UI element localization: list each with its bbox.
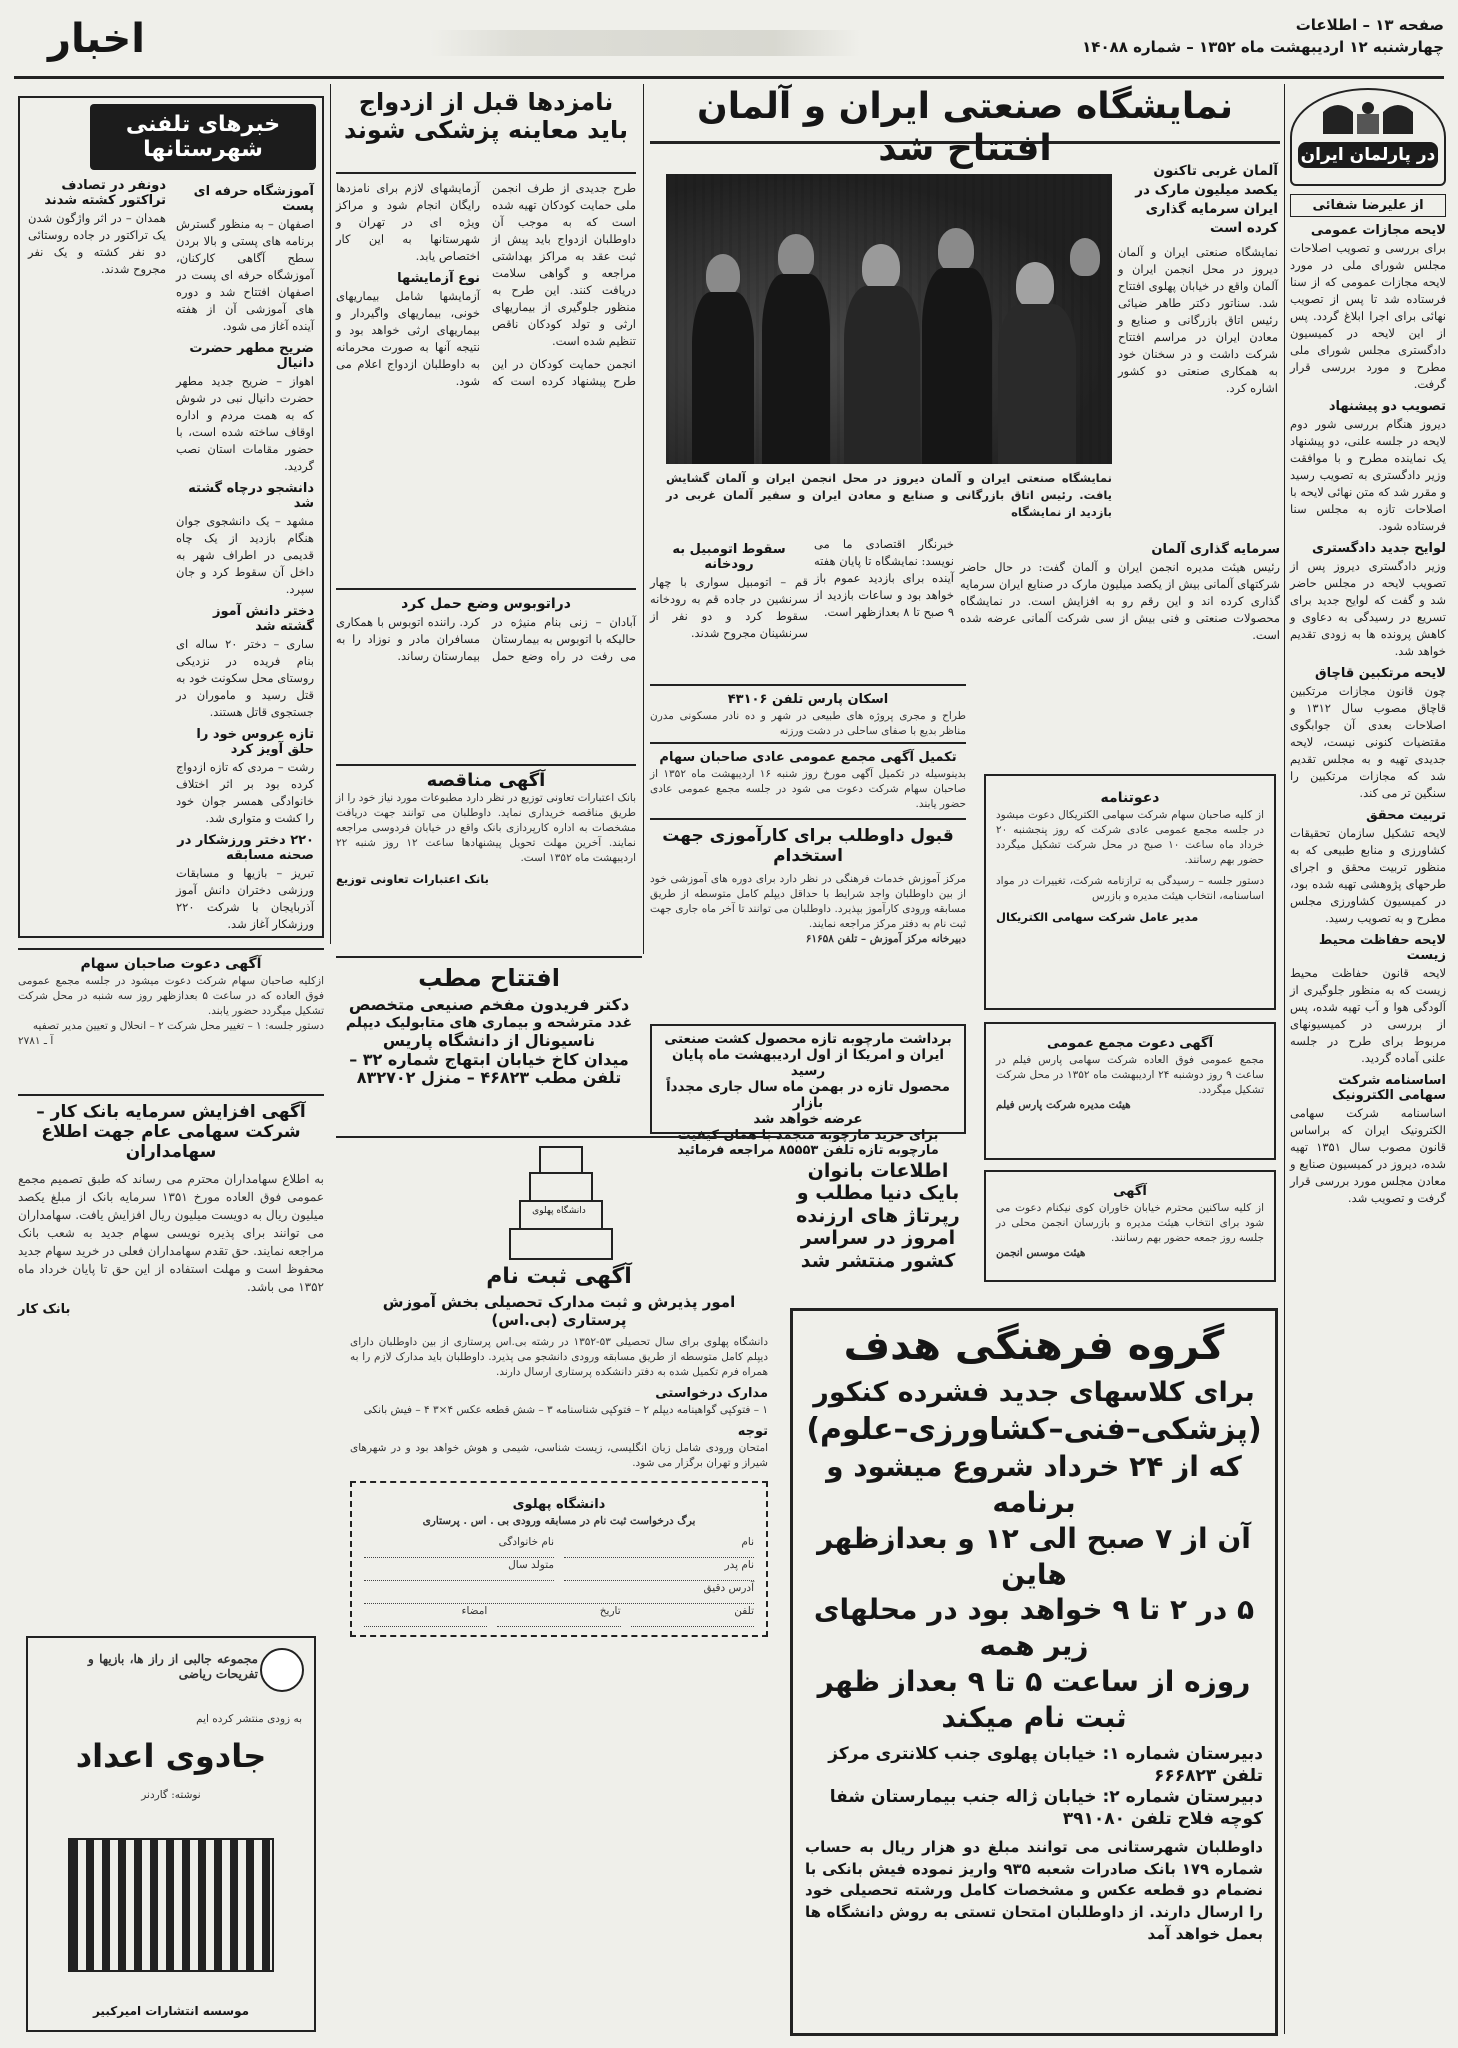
training-block [650, 818, 966, 1014]
invitation-text: از کلیه صاحبان سهام شرکت سهامی الکتریکال دعوت میشود در جلسه مجمع عمومی عادی شرکت که روز پنجشنبه ۲۰ خرداد ماه ساعت ۱۰ صبح در محل شرکت تشکیل میگردد حضور بهم رسانند. [996, 809, 1264, 866]
general-meeting-signature: هیئت مدیره شرکت پارس فیلم [996, 1099, 1131, 1111]
siyam-title: تکمیل آگهی مجمع عمومی عادی صاحبان سهام [659, 750, 957, 765]
car-accident-title: سقوط اتومبیل به رودخانه [672, 542, 786, 572]
nursing-notes: امتحان ورودی شامل زبان انگلیسی، زیست شناسی، شیمی و هوش خواهد بود و در شهرهای شیراز و تهران برگزار می شود. [350, 1442, 768, 1470]
parliament-s6-title: لایحه حفاظت محیط زیست [1318, 933, 1446, 963]
book-ad [26, 1636, 316, 2032]
marriage-sub-text: آزمایشها شامل بیماریهای خونی، بیماریهای واگیردار و بیماریهای ارثی خواهد بود و نتیجه آنها به صورت محرمانه به داوطلبان ازدواج اعلام می شود. [336, 289, 480, 388]
book-footer: موسسه انتشارات امیرکبیر [92, 2004, 250, 2018]
nursing-title: آگهی ثبت نام [486, 1264, 632, 1289]
invitation-box [984, 774, 1276, 1010]
general-meeting-box [984, 1022, 1276, 1160]
page-info [1064, 14, 1444, 64]
asparagus-line6: مارچوبه تازه تلفن ۸۵۵۵۳ مراجعه فرمائید [677, 1142, 939, 1158]
page-line: صفحه ۱۳ – اطلاعات [1295, 16, 1444, 34]
form-father-field[interactable] [564, 1558, 754, 1581]
parsian-text: طراح و مجری پروژه های طبیعی در شهر و ده نادر مسکونی مدرن مناظر بدیع با صفای ساحلی در دشت ورزنه [650, 710, 966, 737]
asparagus-line4: عرضه خواهد شد [753, 1110, 863, 1127]
parliament-s4-text: چون قانون مجازات مرتکبین قاچاق مصوب سال ۱۳۱۲ و اصلاحات بعدی آن جوابگوی مقتضیات کنونی نیست، لایحه جدیدی تهیه و به مجلس تقدیم شد که مجازات مرتکبین را سنگین تر می کند. [1290, 684, 1446, 800]
form-sign-field[interactable] [364, 1604, 487, 1627]
owners-invite-block [18, 948, 324, 1088]
expo-photo-caption: نمایشگاه صنعتی ایران و آلمان دیروز در محل انجمن ایران و آلمان گشایش یافت. رئیس اتاق بازرگانی و صنایع و معادن ایران و سفیر آلمان غربی در بازدید از نمایشگاه [666, 471, 1112, 519]
university-logo-text: دانشگاه پهلوی [532, 1206, 586, 1216]
telegram-s1-text: اصفهان – به منظور گسترش برنامه های پستی و بالا بردن سطح آگاهی کارکنان، آموزشگاه حرفه ای پست در اصفهان افتتاح شد و دوره های آموزشی آن از هفته آینده آغاز می شود. [176, 217, 314, 333]
expo-sub1-text: رئیس هیئت مدیره انجمن ایران و آلمان گفت: در حال حاضر شرکتهای آلمانی بیش از یکصد میلیون مارک در صنایع ایران سرمایه گذاری کرده اند و این رقم رو به افزایش است. در نمایشگاه محصولات صنعتی و فنی بیش از سی شرکت آلمانی عرضه شده است. [960, 560, 1280, 642]
form-subtitle: برگ درخواست ثبت نام در مسابقه ورودی بی . اس . پرستاری [422, 1515, 696, 1528]
clinic-line2: غدد مترشحه و بیماری های متابولیک دیپلم [345, 1015, 633, 1032]
hadaf-line5: ۵ در ۲ تا ۹ خواهد بود در محلهای زیر همه [813, 1593, 1255, 1663]
women-magazine-block [790, 1160, 966, 1300]
parliament-title: در پارلمان ایران [1298, 142, 1438, 168]
asparagus-line5: برای خرید مارچوبه منجمد با همان کیفیت [677, 1127, 939, 1143]
parliament-s3-title: لوایح جدید دادگستری [1312, 541, 1446, 556]
hadaf-footer: داوطلبان شهرستانی می توانند مبلغ دو هزار ریال به حساب شماره ۱۷۹ بانک صادرات شعبه ۹۳۵ واریز نموده فیش بانکی با نضمام دو قطعه عکس و مشخصات کامل ورشته تحصیلی خود را ارسال دارند. از داوطلبان امتحان تستی به روش دانشگاه ها بعمل خواهد آمد [805, 1837, 1264, 1943]
nursing-application-form [350, 1481, 768, 1637]
parliament-column [1290, 88, 1446, 2038]
date-line: چهارشنبه ۱۲ اردیبهشت ماه ۱۳۵۲ – شماره ۱۴۰۸۸ [1082, 38, 1444, 56]
asparagus-line1: برداشت مارچوبه تازه محصول کشت صنعتی [664, 1031, 952, 1047]
clinic-block [336, 956, 642, 1124]
parsian-title: اسکان پارس تلفن ۴۳۱۰۶ [727, 692, 889, 707]
telegram-s2-title: ضریح مطهر حضرت دانیال [189, 341, 314, 371]
telegram-s6-text: تبریز – بازیها و مسابقات ورزشی دختران دانش آموز آذربایجان با شرکت ۲۲۰ ورزشکار آغاز شد. [176, 866, 314, 931]
parliament-s2-text: دیروز هنگام بررسی شور دوم لایحه در جلسه علنی، دو پیشنهاد یک نماینده مطرح و با موافقت وزیر دادگستری به تصویب رسید و مقرر شد که متن نهائی لایحه با اصلاحات تازه به مجلس سنا فرستاده شود. [1290, 417, 1446, 533]
hadaf-addr2: دبیرستان شماره ۲: خیابان ژاله جنب بیمارستان شفا کوچه فلاح تلفن ۳۹۱۰۸۰ [829, 1787, 1263, 1829]
form-address-field[interactable] [364, 1581, 754, 1604]
clinic-line5: تلفن مطب ۴۶۸۲۳ – منزل ۸۳۲۷۰۲ [356, 1068, 622, 1088]
invitation-agenda: دستور جلسه – رسیدگی به ترازنامه شرکت، تغییرات در مواد اساسنامه، انتخاب هیئت مدیره و بازرس [996, 875, 1264, 902]
nursing-notes-title: توجه [737, 1424, 768, 1440]
masthead-rule [14, 76, 1444, 79]
siyam-block [650, 742, 966, 816]
section-logo: اخبار [48, 16, 145, 62]
parliament-emblem-icon [1313, 96, 1423, 136]
parliament-s7-text: اساسنامه شرکت سهامی الکترونیک ایران که براساس قانون مصوب سال ۱۳۵۱ تهیه شده، دیروز در کمیسیون صنایع و معادن مجلس مورد بررسی قرار گرفت و تصویب شد. [1290, 1106, 1447, 1205]
telegram-s5-text: رشت – مردی که تازه ازدواج کرده بود بر اثر اختلاف خانوادگی همسر جوان خود را کشت و متواری شد. [176, 760, 314, 825]
telegram-s4-title: دختر دانش آموز گشته شد [212, 604, 314, 634]
hadaf-line2: (پزشکی–فنی–کشاورزی–علوم) [806, 1411, 1262, 1447]
clinic-line4: میدان کاخ خیابان ابتهاج شماره ۳۲ – [349, 1049, 629, 1069]
book-publisher-top: به زودی منتشر کرده ایم [196, 1713, 302, 1725]
women-line2: بایک دنیا مطلب و [796, 1182, 960, 1205]
asparagus-line3: محصول تازه در بهمن ماه سال جاری مجدداً بازار [665, 1078, 951, 1111]
form-phone-field[interactable] [631, 1604, 754, 1627]
clinic-line1: دکتر فریدون مفخم صنیعی متخصص [348, 995, 630, 1015]
form-birth-label: متولد سال [508, 1559, 554, 1572]
notice-signature: هیئت موسس انجمن [996, 1247, 1086, 1259]
owners-invite-agenda: دستور جلسه: ۱ – تغییر محل شرکت ۲ – انحلال و تعیین مدیر تصفیه [32, 1020, 324, 1032]
bus-title: دراتوبوس وضع حمل کرد [401, 596, 571, 612]
form-phone-label: تلفن [734, 1605, 754, 1618]
book-title: جادوی اعداد [75, 1737, 267, 1775]
telegram-s3-text: مشهد – یک دانشجوی جوان هنگام بازدید از یک چاه قدیمی در اطراف شهر به داخل آن سقوط کرد و جان سپرد. [176, 514, 314, 596]
training-text: مرکز آموزش خدمات فرهنگی در نظر دارد برای دوره های آموزشی خود از بین داوطلبان واجد شرایط با حداقل دیپلم کامل متوسطه از طریق مسابقه ورودی کارآموز بپذیرد. داوطلبان می توانند تا آخر ماه جاری جهت ثبت نام به دفتر مرکز مراجعه نمایند. [650, 873, 966, 931]
invitation-title: دعوتنامه [1100, 790, 1160, 806]
publisher-logo [260, 1648, 304, 1692]
asparagus-line2: ایران و امریکا از اول اردیبهشت ماه پایان رسید [671, 1046, 945, 1079]
hadaf-line7: ثبت نام میکند [941, 1700, 1127, 1734]
nursing-text: دانشگاه پهلوی برای سال تحصیلی ۵۳-۱۳۵۲ در رشته بی.اس پرستاری از بین داوطلبان دارای دیپلم کامل متوسطه از طریق مسابقه ورودی دانشجو می پذیرد. داوطلبان باید مدارک لازم را به همراه فرم تکمیل شده به دفتر دانشکده پرستاری ارسال دارند. [350, 1336, 768, 1379]
telegram-s1-title: آموزشگاه حرفه ای پست [193, 184, 314, 214]
book-author: نوشته: گاردنر [141, 1789, 201, 1801]
expo-sub-block [960, 536, 1280, 686]
nursing-ad [336, 1136, 782, 2036]
clinic-line3: ناسیونال از دانشگاه پاریس [382, 1030, 596, 1050]
masthead-smudge [430, 30, 860, 56]
expo-headline: نمایشگاه صنعتی ایران و آلمان افتتاح شد [650, 86, 1280, 144]
nursing-docs: ۱ – فتوکپی گواهینامه دیپلم ۲ – فتوکپی شناسنامه ۳ – شش قطعه عکس ۴×۳ ۴ – فیش بانکی [363, 1404, 768, 1417]
telegram-s6-title: ۲۲۰ دختر ورزشکار در صحنه مسابقه [177, 833, 314, 863]
telegram-s2-text: اهواز – ضریح جدید مطهر حضرت دانیال نبی در شوش که به همت مردم و اداره اوقاف ساخته شده است، با حضور مقامات استان نصب گردید. [176, 374, 314, 473]
training-title: قبول داوطلب برای کارآموزی جهت استخدام [662, 826, 954, 867]
expo-sub1b-text: خبرنگار اقتصادی ما می نویسد: نمایشگاه تا پایان هفته آینده برای بازدید عموم باز خواهد بود و ساعات بازدید از ۹ صبح تا ۸ بعدازظهر است. [814, 537, 954, 619]
byline: از علیرضا شفائی [1290, 194, 1446, 217]
book-cover-art [68, 1838, 274, 1972]
nursing-docs-title: مدارک درخواستی [655, 1386, 768, 1402]
telegram-s4-text: ساری – دختر ۲۰ ساله ای بنام فریده در نزدیکی روستای محل سکونت خود به قتل رسید و ماموران در جستجوی قاتل هستند. [176, 637, 314, 719]
expo-photo [666, 174, 1112, 464]
car-accident-block [650, 536, 808, 686]
university-tower-logo [509, 1146, 609, 1258]
form-date-field[interactable] [497, 1604, 620, 1627]
telegram-title: خبرهای تلفنی شهرستانها [90, 104, 316, 170]
parliament-s5-title: تربیت محقق [1366, 808, 1446, 823]
telegram-box [18, 96, 324, 938]
bank-capital-block [18, 1094, 324, 1634]
tender-block [336, 764, 636, 954]
marriage-text: طرح جدیدی از طرف انجمن ملی حمایت کودکان تهیه شده است که به موجب آن داوطلبان ازدواج باید پیش از ثبت عقد به مراکز بهداشتی مراجعه و گواهی سلامت دریافت کنند. این طرح به منظور جلوگیری از بیماریهای ارثی و تولد کودکان ناقص تنظیم شده است. [492, 181, 636, 348]
clinic-title: افتتاح مطب [418, 964, 560, 992]
invitation-signature: مدیر عامل شرکت سهامی الکتریکال [996, 910, 1199, 924]
parliament-s1-text: برای بررسی و تصویب اصلاحات مجلس شورای ملی در مورد لایحه مجازات عمومی که از سنا فرستاده شد تا پس از تصویب نهائی برای اجرا ابلاغ گردد. پس از این لایحه در کمیسیون دادگستری مجلس شورای ملی مطرح و مورد بررسی قرار گرفت. [1290, 241, 1446, 391]
nursing-subtitle: امور پذیرش و ثبت مدارک تحصیلی بخش آموزش پرستاری (بی.اس) [382, 1292, 736, 1329]
owners-invite-text: ازکلیه صاحبان سهام شرکت دعوت میشود در جلسه مجمع عمومی فوق العاده که در ساعت ۵ بعدازظهر روز سه شنبه در محل شرکت تشکیل میگردد حضور یابند. [18, 975, 324, 1017]
marriage-sub: نوع آزمایشها [397, 271, 480, 286]
parliament-s4-title: لایحه مرتکبین قاچاق [1314, 666, 1446, 681]
parsian-block [650, 684, 966, 740]
form-family-label: نام خانوادگی [498, 1536, 554, 1549]
women-line3: رپرتاژ های ارزنده [796, 1204, 960, 1227]
marriage-headline: نامزدها قبل از ازدواج باید معاینه پزشکی شوند [343, 88, 629, 145]
parliament-emblem [1290, 88, 1446, 186]
hadaf-line3: که از ۲۴ خرداد شروع میشود و برنامه [826, 1450, 1242, 1519]
expo-lead-text: نمایشگاه صنعتی ایران و آلمان دیروز در محل انجمن ایران و آلمان واقع در خیابان پهلوی افتتاح شد. سناتور دکتر طاهر ضیائی رئیس اتاق بازرگانی و صنایع و معادن ایران در مراسم افتتاح شرکت داشت و در سخنان خود به همکاری صنعتی دو کشور اشاره کرد. [1118, 245, 1278, 395]
siyam-text: بدینوسیله در تکمیل آگهی مورخ روز شنبه ۱۶ اردیبهشت ماه ۱۳۵۲ از صاحبان سهام شرکت دعوت می شود در جلسه مجمع عمومی عادی حضور یابند. [650, 768, 966, 810]
bus-text: آبادان – زنی بنام منیژه در حالیکه با اتوبوس به بیمارستان می رفت در راه وضع حمل کرد. راننده اتوبوس با همکاری مسافران مادر و نوزاد را به بیمارستان رساند. [336, 615, 636, 663]
bank-capital-title: آگهی افزایش سرمایه بانک کار – شرکت سهامی عام جهت اطلاع سهامداران [36, 1102, 306, 1163]
form-name-label: نام [741, 1536, 754, 1549]
form-sign-label: امضاء [461, 1605, 488, 1618]
telegram-s3-title: دانشجو درچاه گشته شد [188, 481, 314, 511]
women-line1: اطلاعات بانوان [807, 1160, 949, 1182]
parliament-s2-title: تصویب دو پیشنهاد [1328, 399, 1446, 414]
training-footer: دبیرخانه مرکز آموزش – تلفن ۶۱۶۵۸ [805, 933, 966, 946]
notice-text: از کلیه ساکنین محترم خیابان خاوران کوی نیکنام دعوت می شود برای انتخاب هیئت مدیره و بازرسان انجمن محلی در جلسه روز جمعه حضور بهم رسانند. [996, 1202, 1264, 1244]
form-name-field[interactable] [564, 1535, 754, 1558]
form-title: دانشگاه پهلوی [512, 1497, 606, 1513]
expo-lead: آلمان غربی تاکنون یکصد میلیون مارک در ایران سرمایه گذاری کرده است [1135, 163, 1278, 236]
expo-sub1: سرمایه گذاری آلمان [1151, 542, 1280, 557]
parliament-s5-text: لایحه تشکیل سازمان تحقیقات کشاورزی و منابع طبیعی که به منظور تربیت محقق و اجرای طرحهای پژوهشی تهیه شده بود، در کمیسیون کشاورزی مجلس مطرح و به تصویب رسید. [1290, 826, 1446, 925]
hadaf-addr1: دبیرستان شماره ۱: خیابان پهلوی جنب کلانتری مرکز تلفن ۶۶۶۸۲۳ [828, 1743, 1263, 1786]
telegram-s7-title: دونفر در تصادف تراکتور کشته شدند [44, 178, 166, 208]
parliament-s7-title: اساسنامه شرکت سهامی الکترونیک [1332, 1073, 1446, 1103]
hadaf-title: گروه فرهنگی هدف [843, 1323, 1225, 1369]
telegram-s7-text: همدان – در اثر واژگون شدن یک تراکتور در جاده روستائی دو نفر کشته و یک نفر مجروح شدند. [28, 211, 166, 276]
marriage-body [336, 180, 636, 570]
parliament-s3-text: وزیر دادگستری دیروز پس از تصویب لایحه در مجلس حاضر شد و گفت که لوایح جدید برای تسریع در رسیدگی به دعاوی و کاهش پرونده ها به زودی تقدیم خواهد شد. [1290, 559, 1446, 658]
asparagus-box [650, 1024, 966, 1158]
women-line5: کشور منتشر شد [800, 1249, 956, 1272]
book-blurb: مجموعه جالبی از راز ها، بازیها و تفریحات ریاضی [88, 1652, 258, 1681]
form-address-label: آدرس دقیق [703, 1582, 754, 1595]
notice-title: آگهی [1113, 1184, 1147, 1199]
general-meeting-title: آگهی دعوت مجمع عمومی [1046, 1036, 1214, 1051]
tender-text: بانک اعتبارات تعاونی توزیع در نظر دارد مطبوعات مورد نیاز خود را از طریق مناقصه خریداری نماید. داوطلبان می توانند جهت دریافت مشخصات به اداره کارپردازی بانک واقع در خیابان فردوسی مراجعه نمایند. آخرین مهلت تحویل پیشنهادها ساعت ۱۲ روز شنبه ۲۲ اردیبهشت ماه ۱۳۵۲ است. [336, 792, 636, 865]
telegram-s5-title: تازه عروس خود را حلق آویز کرد [196, 727, 314, 757]
hadaf-ad [790, 1308, 1278, 2036]
form-father-label: نام پدر [724, 1559, 754, 1572]
general-meeting-text: مجمع عمومی فوق العاده شرکت سهامی پارس فیلم در ساعت ۹ روز دوشنبه ۲۴ اردیبهشت ماه ۱۳۵۲ در محل شرکت تشکیل میگردد. [996, 1054, 1264, 1096]
tender-title: آگهی مناقصه [426, 770, 546, 791]
form-family-field[interactable] [364, 1535, 554, 1558]
women-line4: امروز در سراسر [800, 1227, 956, 1250]
bus-block [336, 588, 636, 758]
bank-capital-text: به اطلاع سهامداران محترم می رساند که طبق تصمیم مجمع عمومی فوق العاده مورخ ۱۳۵۱ سرمایه بانک از مبلغ یکصد میلیون ریال به دویست میلیون ریال افزایش یافت. سهامداران می توانند برای پذیره نویسی سهام جدید به شعب بانک مراجعه نمایند. حق تقدم سهامداران فعلی در خرید سهام جدید محفوظ است و مهلت استفاده از این حق تا پایان خرداد ماه ۱۳۵۲ می باشد. [18, 1172, 325, 1295]
notice-box [984, 1170, 1276, 1282]
form-date-label: تاریخ [599, 1605, 621, 1618]
car-accident-text: قم – اتومبیل سواری با چهار سرنشین در جاده قم به رودخانه سقوط کرد و دو نفر از سرنشینان مجروح شدند. [650, 575, 808, 640]
parliament-s6-text: لایحه قانون حفاظت محیط زیست که به منظور جلوگیری از آلودگی هوا و آب تهیه شده، پس از بررسی در کمیسیونهای مربوط برای طرح در جلسه علنی آماده گردید. [1290, 966, 1446, 1065]
tender-signature: بانک اعتبارات تعاونی توزیع [336, 872, 489, 887]
hadaf-line4: آن از ۷ صبح الی ۱۲ و بعدازظهر هاین [817, 1521, 1251, 1591]
marriage-text2: انجمن حمایت کودکان در این طرح پیشنهاد کرده است که آزمایشهای لازم برای نامزدها رایگان انجام شود و مراکز ویژه ای در تهران و شهرستانها به این کار اختصاص یابد. [336, 181, 636, 388]
hadaf-line1: برای کلاسهای جدید فشرده کنکور [813, 1377, 1255, 1409]
bank-capital-signature: بانک کار [18, 1302, 71, 1318]
form-birth-field[interactable] [364, 1558, 554, 1581]
owners-invite-title: آگهی دعوت صاحبان سهام [80, 956, 262, 972]
owners-invite-code: آ ـ ۲۷۸۱ [18, 1035, 54, 1047]
parliament-s1-title: لایحه مجازات عمومی [1310, 223, 1446, 238]
hadaf-line6: روزه از ساعت ۵ تا ۹ بعداز ظهر [817, 1665, 1251, 1699]
